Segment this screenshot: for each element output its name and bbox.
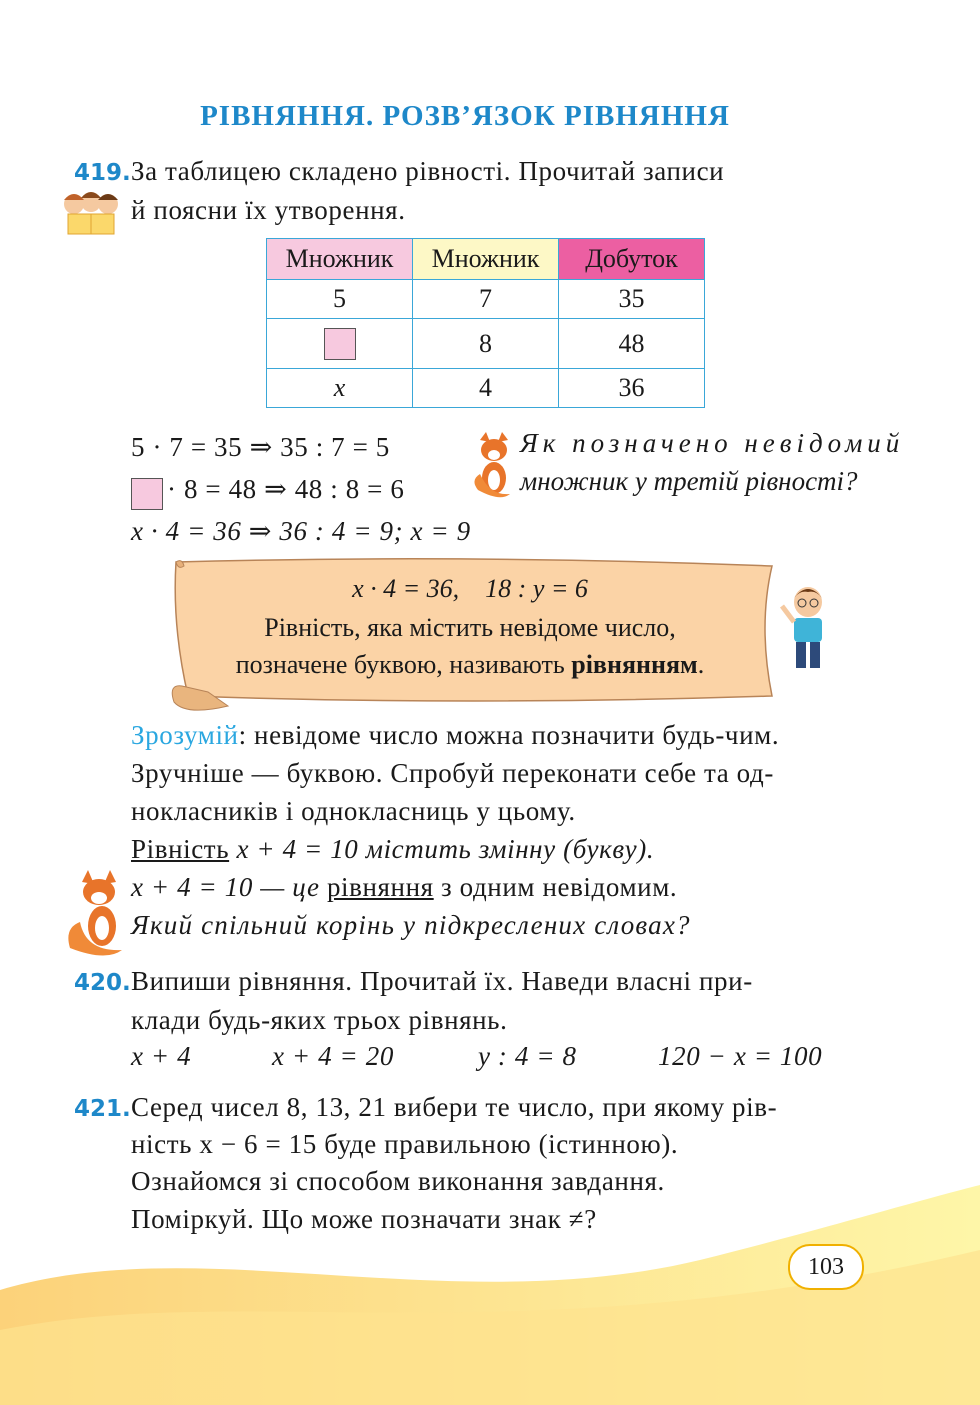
table-header: Множник xyxy=(413,239,559,280)
term-equation: рівнянням xyxy=(571,650,698,679)
table-cell: 5 xyxy=(267,280,413,319)
exercise-number-419: 419. xyxy=(74,160,131,186)
ex421-line4: Поміркуй. Що може позначати знак ≠? xyxy=(131,1204,597,1234)
scroll-line2 xyxy=(160,650,780,680)
ex420-line2: клади будь-яких трьох рівнянь. xyxy=(131,1005,508,1035)
scroll-formula: x · 4 = 36, 18 : y = 6 xyxy=(352,574,588,603)
understand-line5 xyxy=(131,872,677,903)
underlined-word: рівняння xyxy=(326,872,434,902)
equation-item: 120 − x = 100 xyxy=(658,1041,823,1071)
exercise-number-420: 420. xyxy=(74,970,131,996)
table-cell: 36 xyxy=(559,369,705,408)
understand-text: : невідоме число можна позначити будь-чим. xyxy=(238,720,780,750)
equation-3: x · 4 = 36 ⇒ 36 : 4 = 9; x = 9 xyxy=(131,516,471,546)
ex421-line1: Серед чисел 8, 13, 21 вибери те число, при якому рів- xyxy=(131,1092,778,1122)
scroll-line2-text: позначене буквою, називають xyxy=(235,650,572,679)
unknown-square xyxy=(131,478,163,510)
understand-line5-end: з одним невідомим. xyxy=(433,872,678,902)
equation-1: 5 · 7 = 35 ⇒ 35 : 7 = 5 xyxy=(131,432,390,462)
table-cell: 7 xyxy=(413,280,559,319)
scroll-line2-end: . xyxy=(697,650,705,679)
fox-icon xyxy=(470,430,518,502)
table-cell: 8 xyxy=(413,319,559,369)
table-header: Добуток xyxy=(559,239,705,280)
page-number: 103 xyxy=(788,1244,864,1290)
equation-item: x + 4 = 20 xyxy=(272,1041,394,1071)
unknown-square xyxy=(324,328,356,360)
understand-line3: нокласників і однокласниць у цьому. xyxy=(131,796,576,826)
table-cell-unknown xyxy=(267,319,413,369)
table-cell: x xyxy=(267,369,413,408)
fox-sitting-icon xyxy=(66,868,130,960)
underlined-word: Рівність xyxy=(131,834,230,864)
understand-line1 xyxy=(131,720,779,751)
question-line1: Як позначено невідомий xyxy=(520,428,905,458)
multiplication-table xyxy=(266,238,705,408)
ex419-line2: й поясни їх утворення. xyxy=(131,195,406,225)
understand-line4 xyxy=(131,834,654,865)
equation-2-row xyxy=(131,474,404,510)
equation-item: x + 4 xyxy=(131,1041,192,1071)
ex421-line2: ність x − 6 = 15 буде правильною (істинною). xyxy=(131,1129,679,1159)
ex421-line3: Ознайомся зі способом виконання завдання. xyxy=(131,1166,665,1196)
understand-line4-text: x + 4 = 10 містить змінну (букву). xyxy=(229,834,655,864)
question-line2: множник у третій рівності? xyxy=(520,466,858,496)
exercise-number-421: 421. xyxy=(74,1096,131,1122)
scroll-line1: Рівність, яка містить невідоме число, xyxy=(264,613,676,642)
boy-icon xyxy=(780,584,836,672)
page-title: РІВНЯННЯ. РОЗВ’ЯЗОК РІВНЯННЯ xyxy=(200,100,730,132)
children-reading-icon xyxy=(54,188,128,236)
table-cell: 48 xyxy=(559,319,705,369)
equation-item: y : 4 = 8 xyxy=(478,1041,577,1071)
understand-label: Зрозумій xyxy=(131,720,239,750)
ex419-line1: За таблицею складено рівності. Прочитай записи xyxy=(131,156,725,186)
understand-line2: Зручніше — буквою. Спробуй переконати себе та од- xyxy=(131,758,774,788)
table-header: Множник xyxy=(267,239,413,280)
table-cell: 35 xyxy=(559,280,705,319)
understand-question: Який спільний корінь у підкреслених словах? xyxy=(131,910,691,940)
table-cell: 4 xyxy=(413,369,559,408)
ex420-line1: Випиши рівняння. Прочитай їх. Наведи власні при- xyxy=(131,966,753,996)
equation-2: · 8 = 48 ⇒ 48 : 8 = 6 xyxy=(167,474,405,504)
understand-line5-text: x + 4 = 10 — це xyxy=(131,872,327,902)
